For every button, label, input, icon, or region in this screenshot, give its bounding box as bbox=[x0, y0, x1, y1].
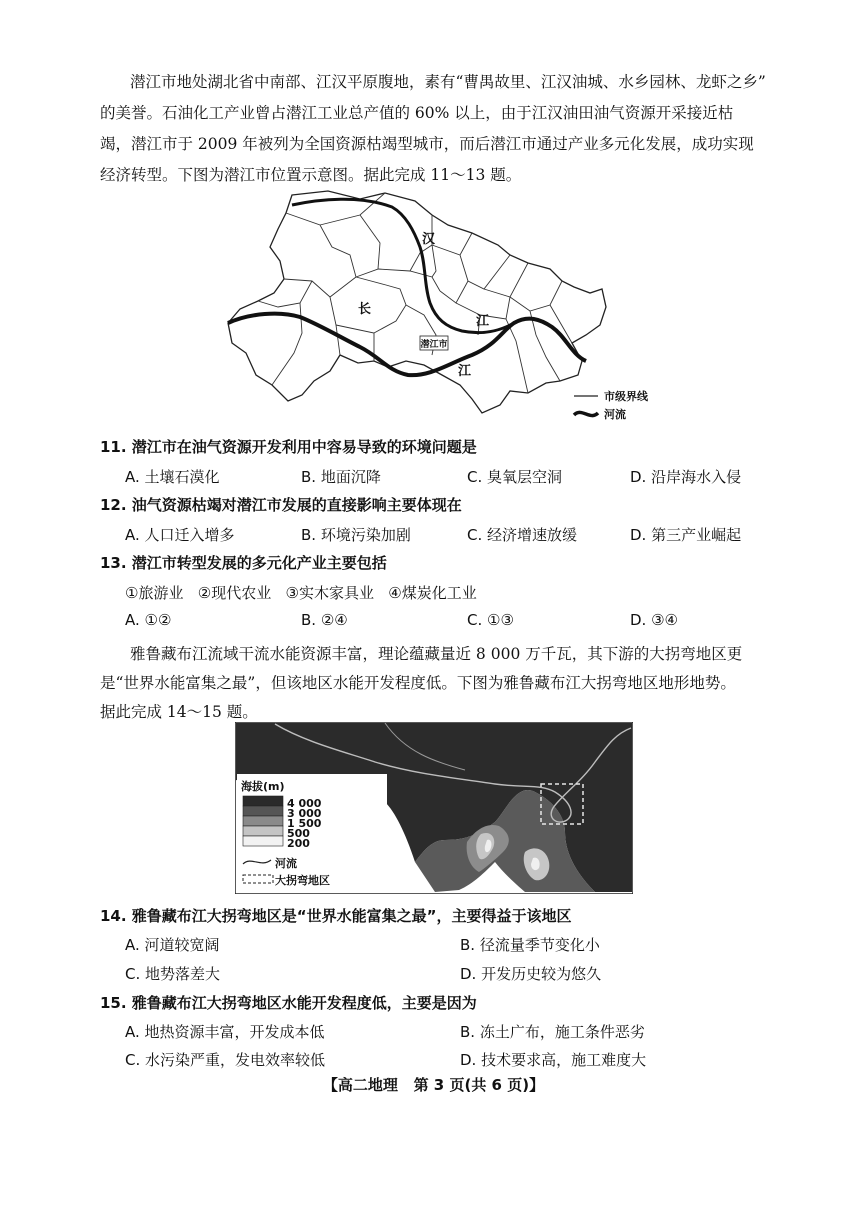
q11-stem: 11. 潜江市在油气资源开发利用中容易导致的环境问题是 bbox=[100, 438, 477, 456]
legend-river-label-2: 河流 bbox=[275, 857, 297, 870]
legend-swatch-1500 bbox=[243, 816, 283, 826]
q13-option-d[interactable]: D. ③④ bbox=[630, 611, 678, 629]
legend-swatch-500 bbox=[243, 826, 283, 836]
passage1-line4: 经济转型。下图为潜江市位置示意图。据此完成 11～13 题。 bbox=[100, 166, 522, 184]
jiang-label-1: 江 bbox=[476, 314, 490, 329]
q14-options-row2 bbox=[125, 963, 775, 989]
q12-options bbox=[125, 524, 775, 550]
q13-option-a[interactable]: A. ①② bbox=[125, 611, 172, 629]
q12-stem: 12. 油气资源枯竭对潜江市发展的直接影响主要体现在 bbox=[100, 496, 462, 514]
legend-elevation-title: 海拔(m) bbox=[241, 780, 285, 793]
q13-stem: 13. 潜江市转型发展的多元化产业主要包括 bbox=[100, 554, 387, 572]
hubei-province-outline bbox=[228, 191, 606, 413]
legend-level-500: 500 bbox=[287, 827, 310, 840]
q15-options-row1 bbox=[125, 1021, 775, 1047]
q13-option-b[interactable]: B. ②④ bbox=[301, 611, 348, 629]
q12-option-b[interactable]: B. 环境污染加剧 bbox=[301, 526, 411, 544]
legend-level-3000: 3 000 bbox=[287, 807, 322, 820]
q12-option-c[interactable]: C. 经济增速放缓 bbox=[467, 526, 578, 544]
q14-stem: 14. 雅鲁藏布江大拐弯地区是“世界水能富集之最”，主要得益于该地区 bbox=[100, 907, 572, 925]
q11-option-d[interactable]: D. 沿岸海水入侵 bbox=[630, 468, 742, 486]
legend-river-label: 河流 bbox=[604, 408, 626, 420]
passage1-line2: 的美誉。石油化工产业曾占潜江工业总产值的 60% 以上，由于江汉油田油气资源开采接近枯 bbox=[100, 104, 734, 122]
chang-label: 长 bbox=[358, 302, 372, 317]
q15-option-b[interactable]: B. 冻土广布，施工条件恶劣 bbox=[460, 1023, 645, 1041]
map2-legend bbox=[237, 774, 387, 892]
q13-option-c[interactable]: C. ①③ bbox=[467, 611, 514, 629]
passage1-line1: 潜江市地处湖北省中南部、江汉平原腹地，素有“曹禺故里、江汉油城、水乡园林、龙虾之乡” bbox=[130, 73, 766, 91]
passage1-line3: 竭，潜江市于 2009 年被列为全国资源枯竭型城市，而后潜江市通过产业多元化发展，成功实现 bbox=[100, 135, 754, 153]
passage2-line3: 据此完成 14～15 题。 bbox=[100, 703, 258, 721]
q15-option-d[interactable]: D. 技术要求高，施工难度大 bbox=[460, 1051, 647, 1069]
q12-option-d[interactable]: D. 第三产业崛起 bbox=[630, 526, 742, 544]
q14-option-a[interactable]: A. 河道较宽阔 bbox=[125, 936, 220, 954]
q15-option-c[interactable]: C. 水污染严重，发电效率较低 bbox=[125, 1051, 326, 1069]
legend-level-1500: 1 500 bbox=[287, 817, 322, 830]
legend-swatch-3000 bbox=[243, 806, 283, 816]
legend-boundary-label: 市级界线 bbox=[604, 390, 648, 403]
q13-items: ①旅游业 ②现代农业 ③实木家具业 ④煤炭化工业 bbox=[125, 584, 477, 602]
q14-options-row1 bbox=[125, 934, 775, 960]
han-label: 汉 bbox=[422, 232, 436, 247]
q13-options bbox=[125, 611, 775, 637]
q11-option-a[interactable]: A. 土壤石漠化 bbox=[125, 468, 220, 486]
passage2-line2: 是“世界水能富集之最”，但该地区水能开发程度低。下图为雅鲁藏布江大拐弯地区地形地势。 bbox=[100, 674, 736, 692]
great-bend-terrain-map bbox=[235, 722, 633, 894]
page-footer: 【高二地理 第 3 页(共 6 页)】 bbox=[322, 1076, 545, 1094]
jiang-label-2: 江 bbox=[458, 364, 472, 379]
q12-option-a[interactable]: A. 人口迁入增多 bbox=[125, 526, 235, 544]
q14-option-b[interactable]: B. 径流量季节变化小 bbox=[460, 936, 600, 954]
qianjiang-city bbox=[420, 336, 448, 350]
legend-level-4000: 4 000 bbox=[287, 797, 322, 810]
map1-legend bbox=[574, 389, 649, 420]
q11-option-c[interactable]: C. 臭氧层空洞 bbox=[467, 468, 563, 486]
q15-stem: 15. 雅鲁藏布江大拐弯地区水能开发程度低，主要是因为 bbox=[100, 994, 477, 1012]
q15-option-a[interactable]: A. 地热资源丰富，开发成本低 bbox=[125, 1023, 325, 1041]
qianjiang-location-map bbox=[210, 185, 670, 420]
q14-option-d[interactable]: D. 开发历史较为悠久 bbox=[460, 965, 602, 983]
q14-option-c[interactable]: C. 地势落差大 bbox=[125, 965, 221, 983]
q11-options bbox=[125, 466, 775, 492]
legend-bend-label: 大拐弯地区 bbox=[275, 874, 330, 887]
q15-options-row2 bbox=[125, 1049, 775, 1075]
legend-level-200: 200 bbox=[287, 837, 310, 850]
passage2-line1: 雅鲁藏布江流域干流水能资源丰富，理论蕴藏量近 8 000 万千瓦，其下游的大拐弯地区更 bbox=[130, 645, 743, 663]
q11-option-b[interactable]: B. 地面沉降 bbox=[301, 468, 381, 486]
legend-swatch-200 bbox=[243, 836, 283, 846]
legend-swatch-4000 bbox=[243, 796, 283, 806]
qianjiang-label: 潜江市 bbox=[420, 340, 448, 350]
